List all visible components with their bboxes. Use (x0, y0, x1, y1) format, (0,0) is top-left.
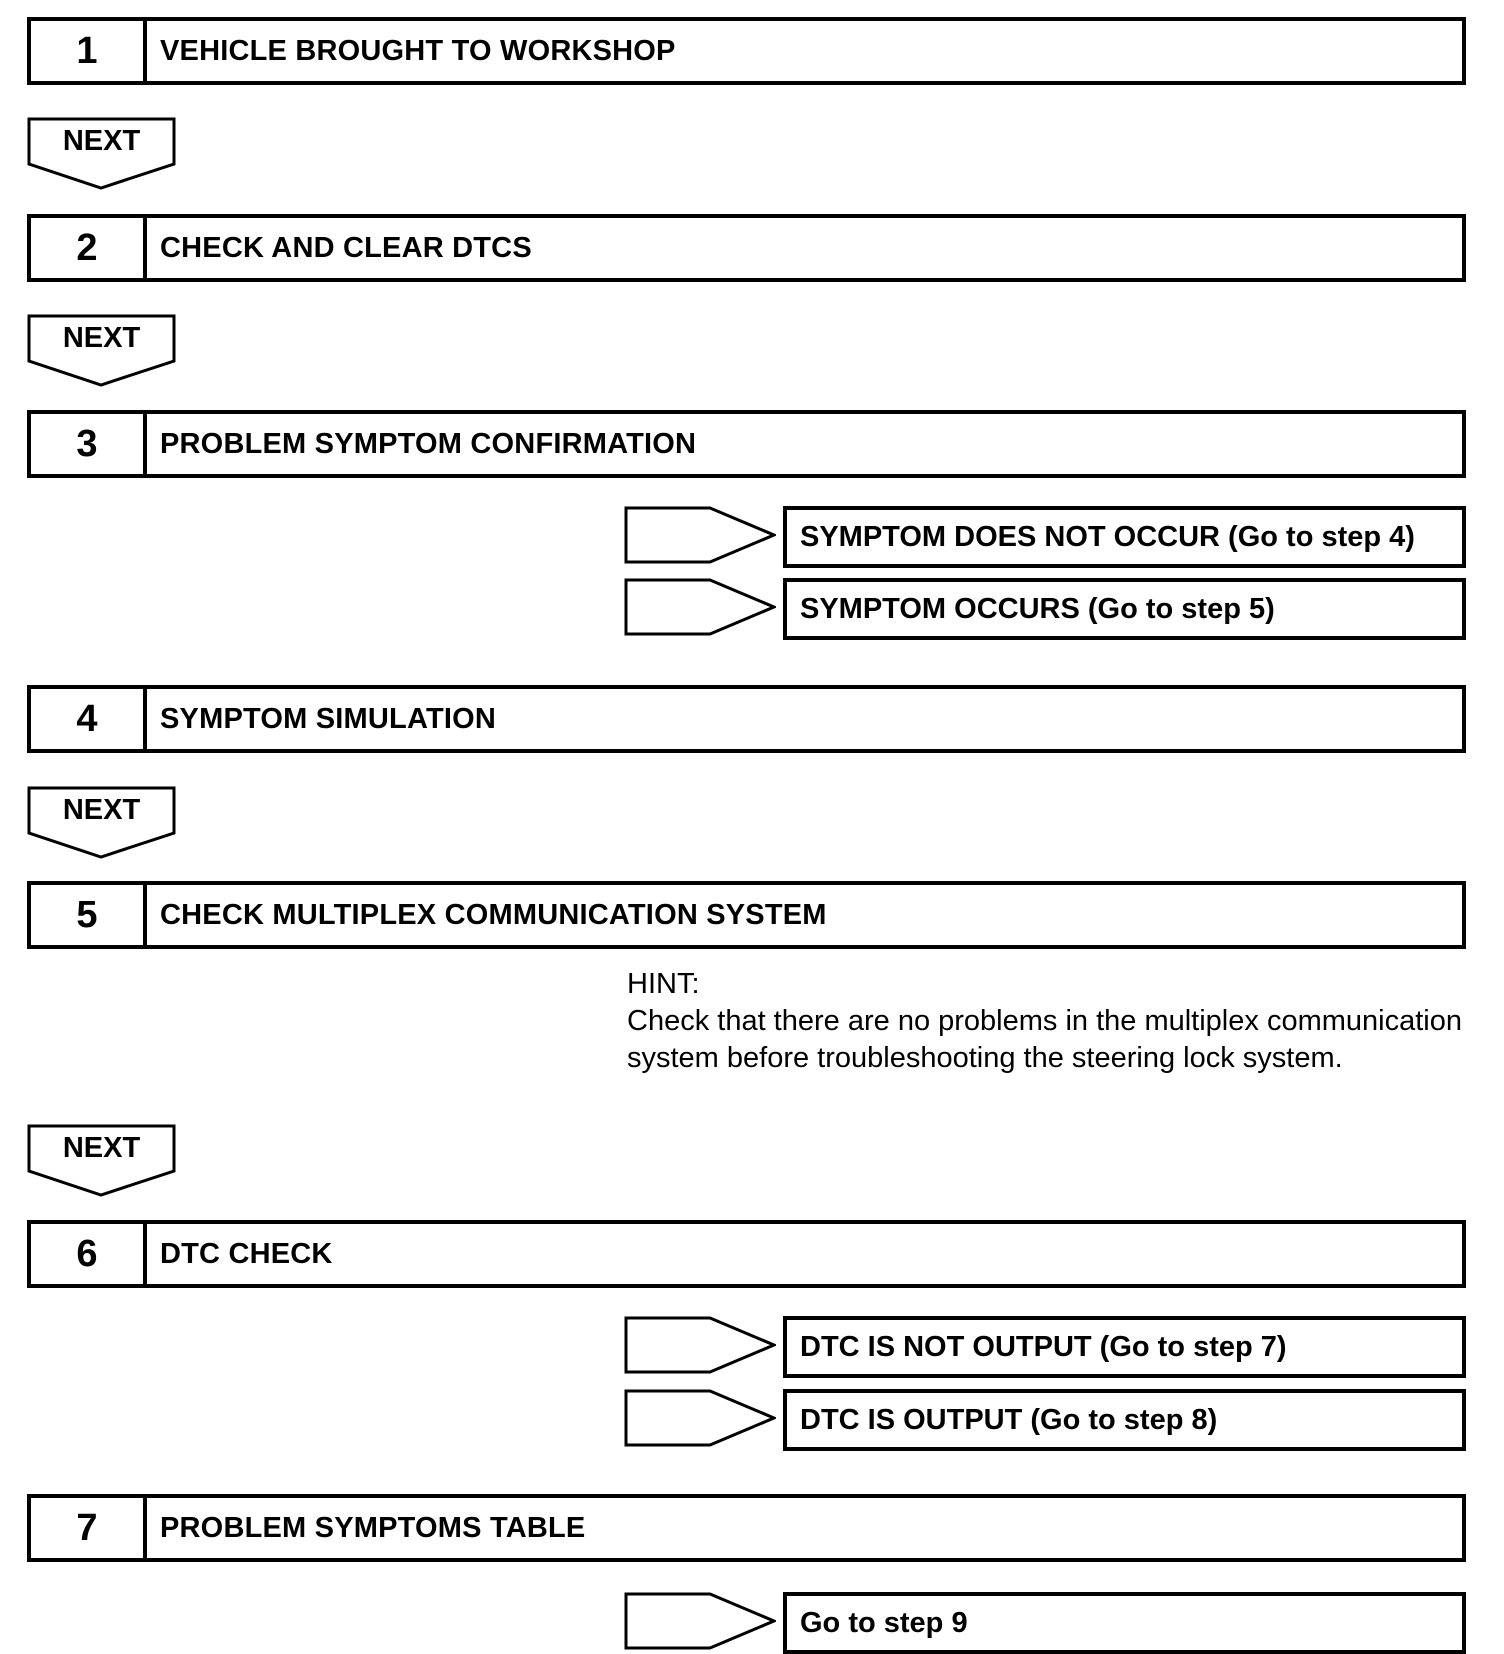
step-title: PROBLEM SYMPTOM CONFIRMATION (160, 427, 697, 460)
step-number: 6 (31, 1224, 147, 1284)
step-title: CHECK MULTIPLEX COMMUNICATION SYSTEM (160, 898, 827, 931)
next-arrow-3 (27, 786, 176, 859)
hint-text: Check that there are no problems in the multiplex communication system before troubleshooting the steering lock system. (627, 1005, 1462, 1074)
step-title: SYMPTOM SIMULATION (160, 702, 497, 735)
step-number: 2 (31, 218, 147, 278)
branch-arrow-shape (624, 1316, 776, 1374)
branch-arrow (624, 1592, 776, 1650)
step-1-box (27, 17, 1466, 85)
branch-arrow-shape (624, 1592, 776, 1650)
step-title: VEHICLE BROUGHT TO WORKSHOP (160, 34, 676, 67)
step-title: DTC CHECK (160, 1237, 333, 1270)
branch-arrow (624, 1389, 776, 1447)
branch-result-box: Go to step 9 (783, 1592, 1466, 1654)
branch-arrow (624, 578, 776, 636)
step-2-box (27, 214, 1466, 282)
step-6-box (27, 1220, 1466, 1288)
step-number: 1 (31, 21, 147, 81)
step-3-box (27, 410, 1466, 478)
branch-arrow-shape (624, 578, 776, 636)
step-title: CHECK AND CLEAR DTCS (160, 231, 532, 264)
branch-arrow (624, 506, 776, 564)
next-arrow-1 (27, 117, 176, 190)
next-label: NEXT (62, 794, 141, 826)
next-arrow-2 (27, 314, 176, 387)
branch-result-box: DTC IS NOT OUTPUT (Go to step 7) (783, 1316, 1466, 1378)
branch-arrow-shape (624, 1389, 776, 1447)
step-number: 3 (31, 414, 147, 474)
branch-result-box: SYMPTOM OCCURS (Go to step 5) (783, 578, 1466, 640)
next-arrow-4 (27, 1124, 176, 1197)
branch-result-box: SYMPTOM DOES NOT OCCUR (Go to step 4) (783, 506, 1466, 568)
hint-block (627, 966, 1467, 1077)
step-5-box (27, 881, 1466, 949)
next-label: NEXT (62, 125, 141, 157)
hint-label: HINT: (627, 968, 700, 1000)
branch-arrow (624, 1316, 776, 1374)
branch-arrow-shape (624, 506, 776, 564)
step-7-box (27, 1494, 1466, 1562)
step-title: PROBLEM SYMPTOMS TABLE (160, 1511, 586, 1544)
next-label: NEXT (62, 322, 141, 354)
step-number: 7 (31, 1498, 147, 1558)
step-number: 4 (31, 689, 147, 749)
step-4-box (27, 685, 1466, 753)
next-label: NEXT (62, 1132, 141, 1164)
branch-result-box: DTC IS OUTPUT (Go to step 8) (783, 1389, 1466, 1451)
step-number: 5 (31, 885, 147, 945)
